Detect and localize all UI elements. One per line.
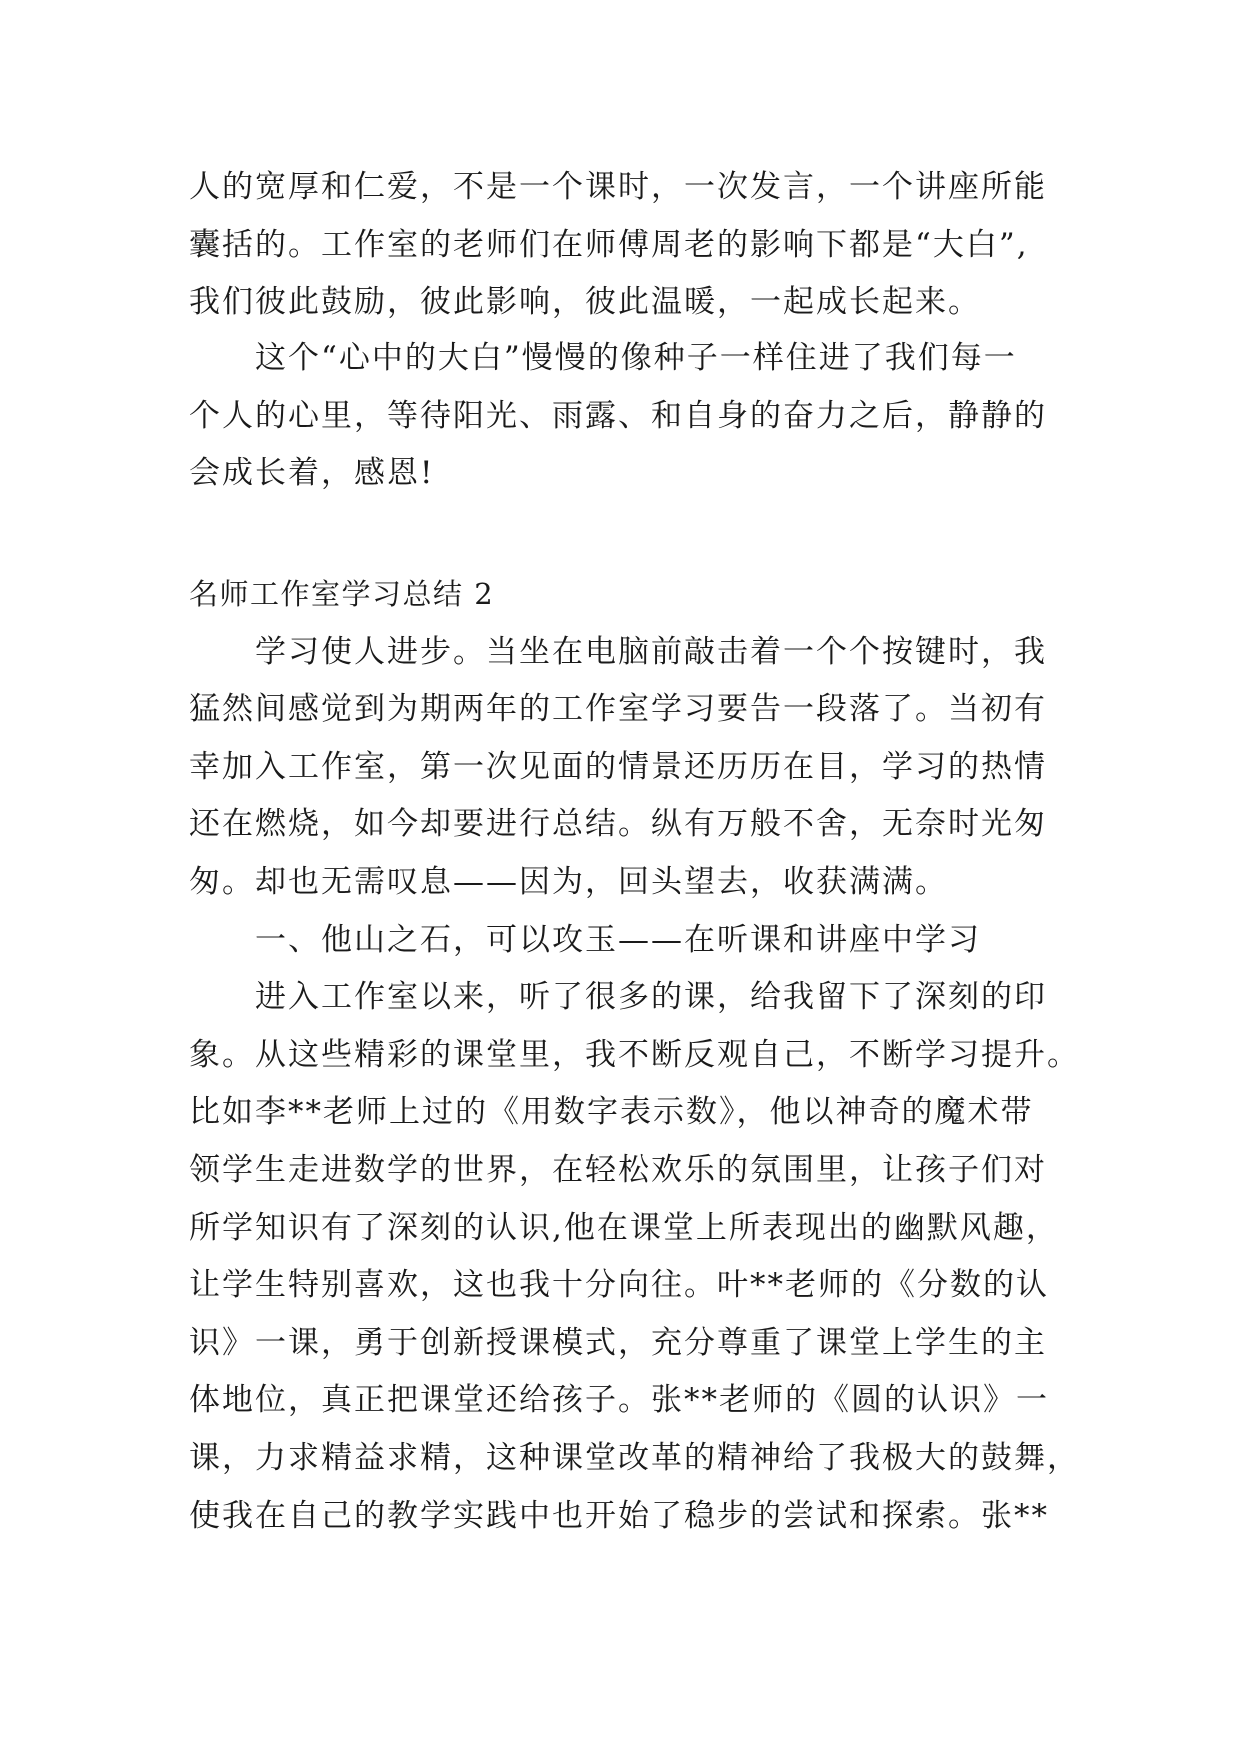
text-line: 让学生特别喜欢，这也我十分向往。叶**老师的《分数的认 — [189, 1267, 1049, 1304]
text-line: 人的宽厚和仁爱，不是一个课时，一次发言，一个讲座所能 — [189, 169, 1047, 205]
section-2 — [189, 566, 1080, 1545]
text-line: 我们彼此鼓励，彼此影响，彼此温暖，一起成长起来。 — [189, 284, 981, 321]
text-line: 领学生走进数学的世界，在轻松欢乐的氛围里，让孩子们对 — [189, 1151, 1047, 1188]
text-line: 囊括的。工作室的老师们在师傅周老的影响下都是“大白”, — [189, 226, 1029, 263]
text-line: 这个“心中的大白”慢慢的像种子一样住进了我们每一 — [255, 340, 1017, 376]
text-line: 匆。却也无需叹息——因为，回头望去，收获满满。 — [189, 863, 948, 900]
text-line: 幸加入工作室，第一次见面的情景还历历在目，学习的热情 — [189, 748, 1047, 785]
section-2-body — [189, 624, 1080, 1546]
text-line: 还在燃烧，如今却要进行总结。纵有万般不舍，无奈时光匆 — [189, 806, 1047, 843]
paragraph-closing-2 — [189, 330, 1069, 503]
text-line: 所学知识有了深刻的认识,他在课堂上所表现出的幽默风趣， — [189, 1209, 1059, 1246]
text-line: 体地位，真正把课堂还给孩子。张**老师的《圆的认识》一 — [189, 1382, 1049, 1419]
paragraph-closing-1 — [189, 159, 1069, 332]
text-line: 会成长着，感恩! — [189, 455, 435, 492]
text-line: 象。从这些精彩的课堂里，我不断反观自己，不断学习提升。 — [189, 1036, 1080, 1073]
text-line: 识》一课，勇于创新授课模式，充分尊重了课堂上学生的主 — [189, 1324, 1047, 1361]
text-line: 课，力求精益求精，这种课堂改革的精神给了我极大的鼓舞， — [189, 1439, 1080, 1476]
text-line: 使我在自己的教学实践中也开始了稳步的尝试和探索。张** — [189, 1497, 1049, 1534]
section-title: 名师工作室学习总结 2 — [189, 577, 495, 611]
text-line: 进入工作室以来，听了很多的课，给我留下了深刻的印 — [255, 979, 1047, 1016]
text-line: 个人的心里，等待阳光、雨露、和自身的奋力之后，静静的 — [189, 397, 1047, 434]
text-line: 学习使人进步。当坐在电脑前敲击着一个个按键时，我 — [255, 633, 1047, 670]
text-line: 比如李**老师上过的《用数字表示数》，他以神奇的魔术带 — [189, 1094, 1034, 1131]
text-line: 一、他山之石，可以攻玉——在听课和讲座中学习 — [255, 921, 981, 958]
text-line: 猛然间感觉到为期两年的工作室学习要告一段落了。当初有 — [189, 691, 1047, 728]
